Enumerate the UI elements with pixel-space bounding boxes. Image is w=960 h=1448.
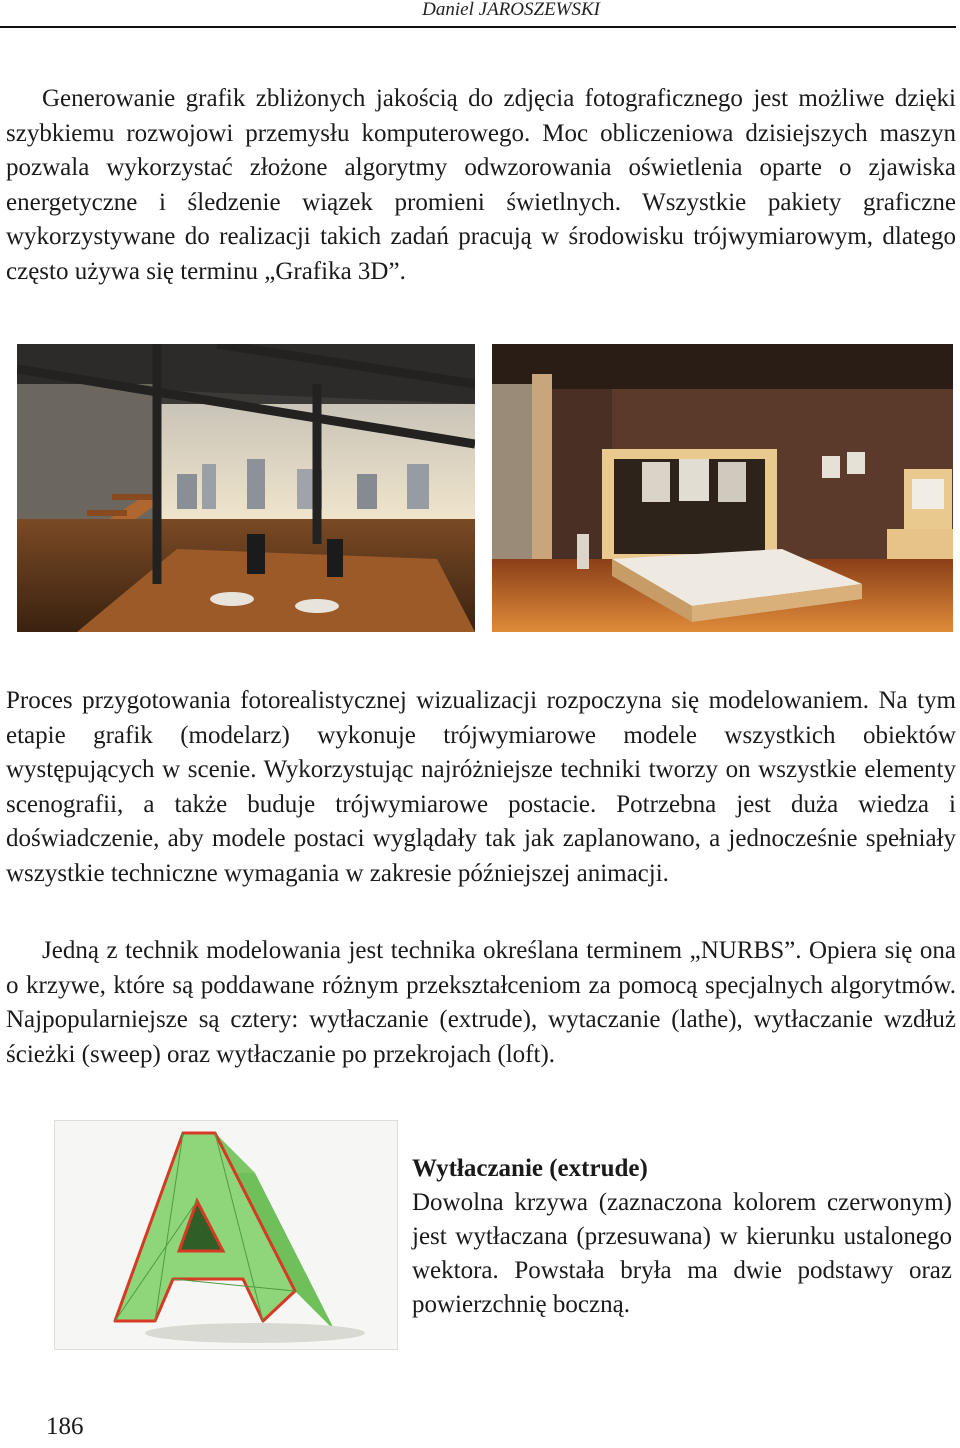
- paragraph-nurbs: Jedną z technik modelowania jest technika określana terminem „NURBS”. Opiera się ona o krzywe, które są poddawane różnym przekształceniom za pomocą specjalnych algorytmów. Najpopularniejsze są cztery: wytłaczanie (extrude), wytaczanie (lathe), wytłaczanie wzdłuż ścieżki (sweep) oraz wytłaczanie po przekrojach (loft).: [6, 937, 956, 1068]
- loft-render-image: [17, 344, 475, 632]
- figure-caption: [412, 1152, 952, 1322]
- bedroom-render-image: [492, 344, 953, 632]
- running-header: [0, 0, 956, 28]
- paragraph-intro: Generowanie grafik zbliżonych jakością do zdjęcia fotograficznego jest możliwe dzięki szybkiemu rozwojowi przemysłu komputerowego. Moc obliczeniowa dzisiejszych maszyn pozwala wykorzystać złożone algorytmy odwzorowania oświetlenia oparte o zjawiska energetyczne i śledzenie wiązek promieni świetlnych. Wszystkie pakiety graficzne wykorzystywane do realizacji takich zadań pracują w środowisku trójwymiarowym, dlatego często używa się terminu „Grafika 3D”.: [6, 85, 956, 285]
- paragraph-modeling: Proces przygotowania fotorealistycznej wizualizacji rozpoczyna się modelowaniem. Na tym etapie grafik (modelarz) wykonuje trójwymiarowe modele wszystkich obiektów występujących w scenie. Wykorzystując najróżniejsze techniki tworzy on wszystkie elementy scenografii, a także buduje trójwymiarowe postacie. Potrzebna jest duża wiedza i doświadczenie, aby modele postaci wyglądały tak jak zaplanowano, a jednocześnie spełniały wszystkie techniczne wymagania w zakresie późniejszej animacji.: [6, 687, 956, 887]
- extrude-figure: [54, 1120, 398, 1350]
- caption-text: Dowolna krzywa (zaznaczona kolorem czerwonym) jest wytłaczana (przesuwana) w kierunku ustalonego wektora. Powstała bryła ma dwie podstawy oraz powierzchnię boczną.: [412, 1189, 952, 1318]
- header-author: Daniel JAROSZEWSKI: [422, 0, 600, 20]
- caption-title: Wytłaczanie (extrude): [412, 1155, 648, 1182]
- page-number: 186: [46, 1413, 84, 1440]
- extruded-letter-a-icon: [55, 1121, 397, 1349]
